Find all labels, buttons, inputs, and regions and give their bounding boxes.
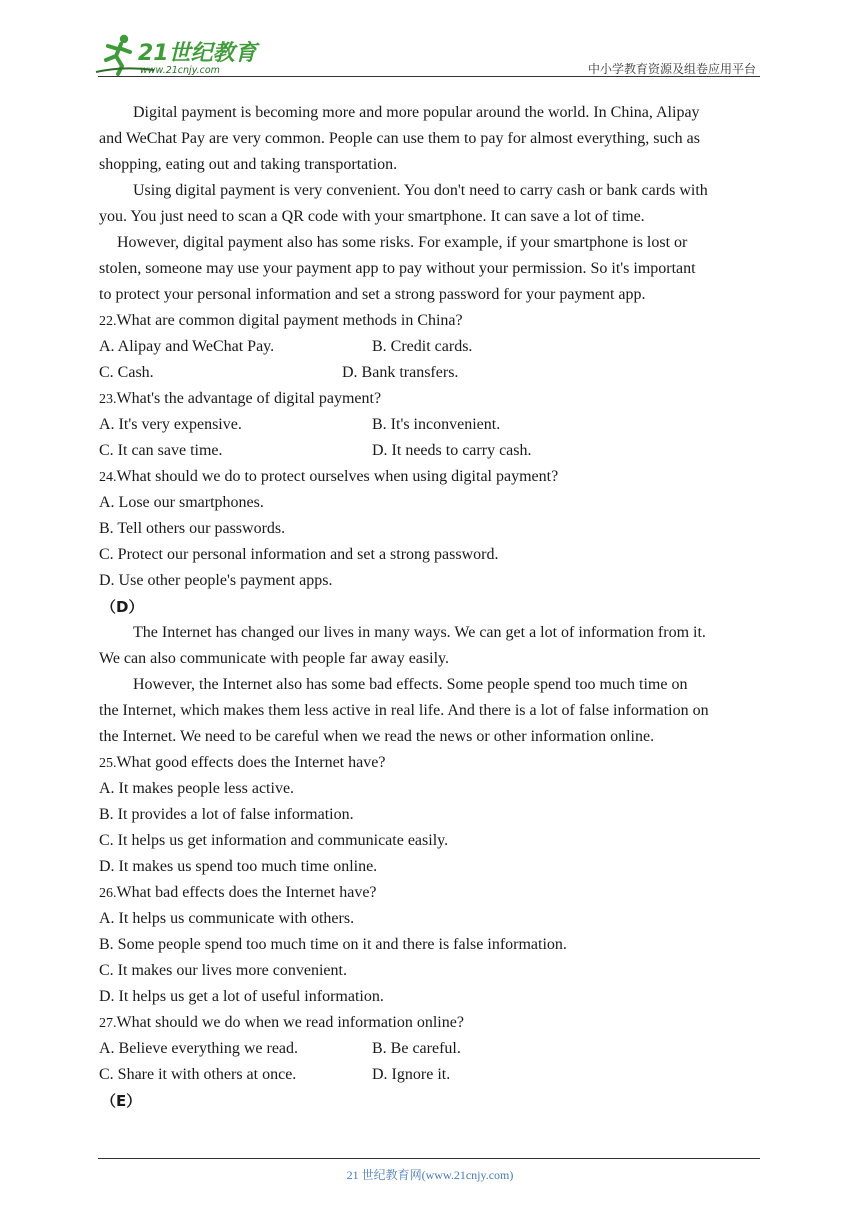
option-d: D. It helps us get a lot of useful information.: [99, 988, 384, 1005]
site-logo: [94, 32, 264, 78]
question-stem: What should we do when we read information online?: [116, 1014, 464, 1031]
question-stem: What are common digital payment methods in China?: [116, 312, 463, 329]
options-row: [99, 412, 763, 438]
option-c: C. It can save time.: [99, 442, 223, 459]
page-footer: 21 世纪教育网(www.21cnjy.com): [346, 1168, 514, 1182]
passage-line: you. You just need to scan a QR code with your smartphone. It can save a lot of time.: [99, 208, 645, 225]
question-number: 27.: [99, 1016, 117, 1031]
passage-line: However, digital payment also has some risks. For example, if your smartphone is lost or: [117, 234, 688, 251]
question-24: [99, 464, 763, 490]
question-22: [99, 308, 763, 334]
option-d: D. Use other people's payment apps.: [99, 572, 333, 589]
passage-line: However, the Internet also has some bad effects. Some people spend too much time on: [133, 676, 688, 693]
question-27: [99, 1010, 763, 1036]
question-26: [99, 880, 763, 906]
question-number: 25.: [99, 756, 117, 771]
option-c: C. Cash.: [99, 364, 154, 381]
question-number: 26.: [99, 886, 117, 901]
page-header: [0, 0, 860, 80]
question-stem: What bad effects does the Internet have?: [116, 884, 377, 901]
passage-line: the Internet. We need to be careful when we read the news or other information online.: [99, 728, 655, 745]
svg-text:www.21cnjy.com: www.21cnjy.com: [140, 65, 220, 76]
passage-line: and WeChat Pay are very common. People can use them to pay for almost everything, such as: [99, 130, 700, 147]
option-c: C. Protect our personal information and set a strong password.: [99, 546, 499, 563]
document-body: [99, 100, 763, 1114]
option-b: B. Tell others our passwords.: [99, 520, 286, 537]
passage-line: The Internet has changed our lives in many ways. We can get a lot of information from it.: [133, 624, 706, 641]
option-b: B. It's inconvenient.: [372, 416, 501, 433]
option-c: C. Share it with others at once.: [99, 1066, 297, 1083]
passage-line: the Internet, which makes them less active in real life. And there is a lot of false information on: [99, 702, 709, 719]
header-divider: [98, 76, 760, 77]
option-b: B. Be careful.: [372, 1040, 461, 1057]
option-d: D. Ignore it.: [372, 1066, 451, 1083]
section-label-d: （D）: [101, 598, 144, 616]
option-c: C. It helps us get information and communicate easily.: [99, 832, 449, 849]
option-d: D. It makes us spend too much time online.: [99, 858, 378, 875]
option-a: A. It helps us communicate with others.: [99, 910, 355, 927]
option-b: B. Credit cards.: [372, 338, 473, 355]
passage-line: shopping, eating out and taking transportation.: [99, 156, 398, 173]
question-stem: What's the advantage of digital payment?: [116, 390, 382, 407]
question-25: [99, 750, 763, 776]
option-a: A. It makes people less active.: [99, 780, 295, 797]
option-a: A. Lose our smartphones.: [99, 494, 264, 511]
option-a: A. Believe everything we read.: [99, 1040, 299, 1057]
options-row: [99, 1036, 763, 1062]
passage-line: Using digital payment is very convenient. You don't need to carry cash or bank cards with: [133, 182, 708, 199]
question-stem: What should we do to protect ourselves when using digital payment?: [116, 468, 559, 485]
passage-line: stolen, someone may use your payment app to pay without your permission. So it's important: [99, 260, 696, 277]
question-number: 24.: [99, 470, 117, 485]
option-a: A. Alipay and WeChat Pay.: [99, 338, 275, 355]
footer-divider: [98, 1158, 760, 1159]
options-row: [99, 334, 763, 360]
question-stem: What good effects does the Internet have?: [116, 754, 386, 771]
option-b: B. It provides a lot of false information.: [99, 806, 354, 823]
option-d: D. It needs to carry cash.: [372, 442, 532, 459]
option-d: D. Bank transfers.: [342, 364, 459, 381]
passage-line: to protect your personal information and set a strong password for your payment app.: [99, 286, 646, 303]
passage-line: We can also communicate with people far away easily.: [99, 650, 449, 667]
options-row: [99, 438, 763, 464]
svg-text:21世纪教育: 21世纪教育: [138, 41, 257, 66]
option-c: C. It makes our lives more convenient.: [99, 962, 347, 979]
header-platform-text: 中小学教育资源及组卷应用平台: [587, 62, 756, 76]
options-row: [99, 360, 763, 386]
question-number: 22.: [99, 314, 117, 329]
passage-line: Digital payment is becoming more and more popular around the world. In China, Alipay: [133, 104, 700, 121]
option-a: A. It's very expensive.: [99, 416, 242, 433]
question-number: 23.: [99, 392, 117, 407]
question-23: [99, 386, 763, 412]
option-b: B. Some people spend too much time on it and there is false information.: [99, 936, 567, 953]
section-label-e: （E）: [101, 1092, 142, 1110]
options-row: [99, 1062, 763, 1088]
